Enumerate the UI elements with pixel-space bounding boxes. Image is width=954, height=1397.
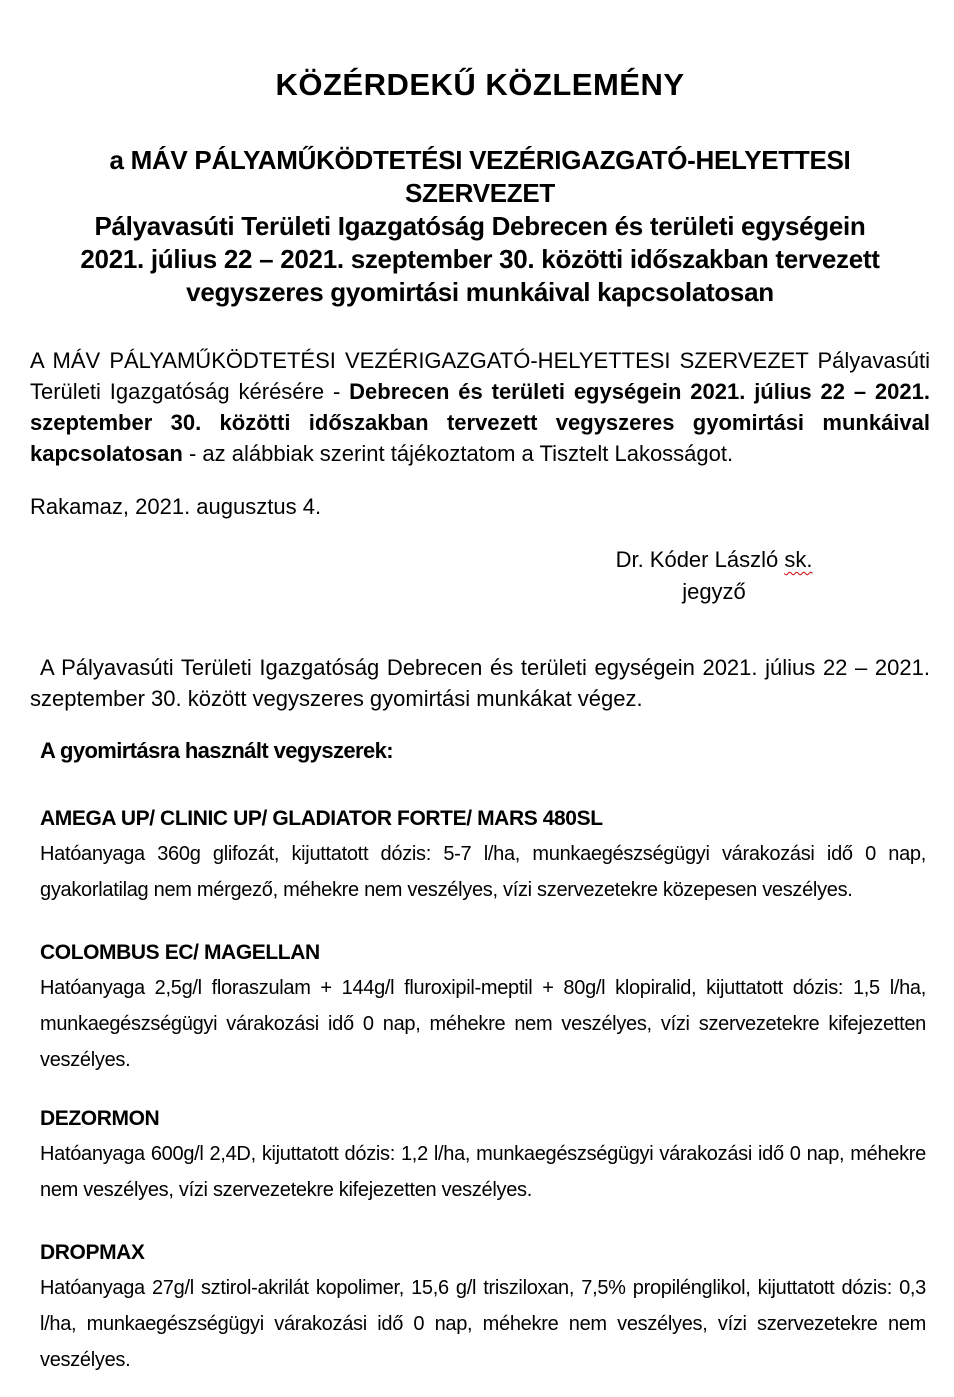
page-title: KÖZÉRDEKŰ KÖZLEMÉNY	[275, 67, 685, 102]
header-line-3: Pályavasúti Területi Igazgatóság Debrecen és területi egységein	[94, 211, 866, 241]
signature-name: Dr. Kóder László	[615, 547, 785, 572]
header-line-2: SZERVEZET	[405, 178, 555, 208]
signature-name-line	[564, 544, 864, 576]
chemical-name: COLOMBUS EC/ MAGELLAN	[40, 941, 320, 964]
chemical-name: DEZORMON	[40, 1107, 160, 1130]
chemicals-list-heading: A gyomirtásra használt vegyszerek:	[40, 738, 393, 763]
notice-paragraph: A Pályavasúti Területi Igazgatóság Debrecen és területi egységein 2021. július 22 – 2021. szeptember 30. között vegyszeres gyomirtási munkákat végez.	[30, 655, 930, 711]
chemical-name: DROPMAX	[40, 1241, 145, 1264]
signature-sk-abbrev: sk.	[784, 547, 813, 572]
chemical-section-amega	[40, 802, 926, 908]
signature-block	[564, 544, 864, 608]
document-subject-header	[30, 144, 930, 309]
chemical-section-dezormon	[40, 1102, 926, 1208]
chemical-name: AMEGA UP/ CLINIC UP/ GLADIATOR FORTE/ MARS 480SL	[40, 807, 603, 830]
signature-role: jegyző	[682, 579, 746, 604]
header-line-4: 2021. július 22 – 2021. szeptember 30. közötti időszakban tervezett	[80, 244, 880, 274]
header-line-5: vegyszeres gyomirtási munkáival kapcsolatosan	[186, 277, 774, 307]
chemical-description: Hatóanyaga 27g/l sztirol-akrilát kopolimer, 15,6 g/l trisziloxan, 7,5% propilénglikol, kijuttatott dózis: 0,3 l/ha, munkaegészségügyi várakozási idő 0 nap, méhekre nem veszélyes, vízi szervezetekre nem veszélyes.	[40, 1277, 926, 1371]
chemical-description: Hatóanyaga 360g glifozát, kijuttatott dózis: 5-7 l/ha, munkaegészségügyi várakozási idő 0 nap, gyakorlatilag nem mérgező, méhekre nem veszélyes, vízi szervezetekre közepesen veszélyes.	[40, 843, 926, 901]
dateline: Rakamaz, 2021. augusztus 4.	[30, 494, 322, 519]
chemical-section-colombus	[40, 936, 926, 1078]
header-line-1: a MÁV PÁLYAMŰKÖDTETÉSI VEZÉRIGAZGATÓ-HELYETTESI	[109, 145, 851, 175]
intro-paragraph	[30, 345, 930, 469]
chemical-description: Hatóanyaga 2,5g/l floraszulam + 144g/l fluroxipil-meptil + 80g/l klopiralid, kijuttatott dózis: 1,5 l/ha, munkaegészségügyi várakozási idő 0 nap, méhekre nem veszélyes, vízi szervezetekre kifejezetten veszélyes.	[40, 977, 926, 1071]
chemical-description: Hatóanyaga 600g/l 2,4D, kijuttatott dózis: 1,2 l/ha, munkaegészségügyi várakozási idő 0 nap, méhekre nem veszélyes, vízi szervezetekre kifejezetten veszélyes.	[40, 1143, 926, 1201]
chemical-section-dropmax	[40, 1236, 926, 1378]
intro-bold-subject: Debrecen és területi egységein 2021. július 22 – 2021. szeptember 30. közötti időszakban tervezett vegyszeres gyomirtási munkáival kapcsolatosan	[30, 379, 930, 466]
intro-regular-2: - az alábbiak szerint tájékoztatom a Tisztelt Lakosságot.	[182, 441, 734, 466]
intro-regular-1: A MÁV PÁLYAMŰKÖDTETÉSI VEZÉRIGAZGATÓ-HELYETTESI SZERVEZET Pályavasúti Területi Igazgatóság kérésére -	[30, 348, 930, 404]
